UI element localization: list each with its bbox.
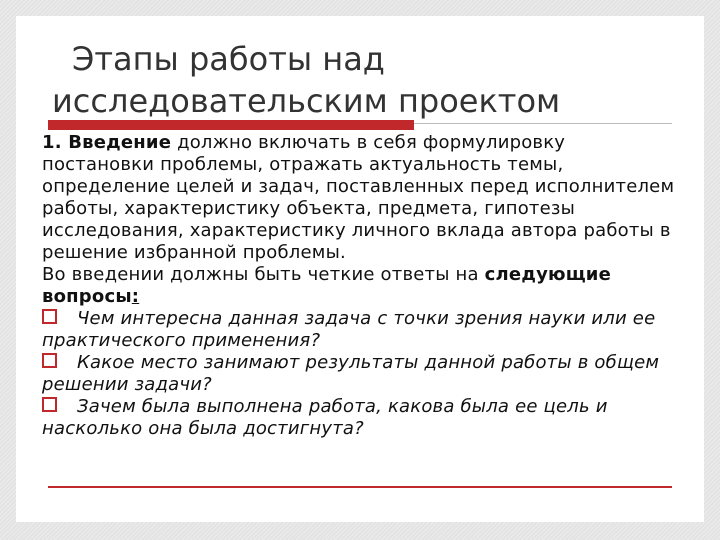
page-title (52, 38, 672, 122)
question-item-1 (42, 308, 682, 352)
lead-colon: : (131, 286, 140, 307)
lead-text: Во введении должны быть четкие ответы на (42, 264, 485, 285)
question-text-2: Какое место занимают результаты данной работы в общем решении задачи? (42, 352, 660, 395)
intro-text: должно включать в себя формулировку постановки проблемы, отражать актуальность темы, определение целей и задач, поставленных перед исполнителем работы, характеристику объекта, предмета, гипотезы исследования, характеристику личного вклада автора работы в решение избранной проблемы. (42, 132, 675, 263)
question-text-3: Зачем была выполнена работа, какова была ее цель и насколько она была достигнута? (42, 396, 608, 439)
slide-body (42, 132, 682, 440)
questions-lead (42, 264, 682, 308)
title-line-2: исследовательским проектом (52, 82, 561, 120)
hollow-square-bullet-icon (42, 309, 57, 324)
bottom-divider-line (48, 486, 672, 488)
intro-heading: 1. Введение (42, 132, 172, 153)
question-text-1: Чем интересна данная задача с точки зрения науки или ее практического применения? (42, 308, 656, 351)
lead-bold-text: следующие вопросы (42, 264, 612, 307)
question-item-3 (42, 396, 682, 440)
title-divider-line (414, 123, 672, 124)
title-line-1: Этапы работы над (72, 40, 385, 78)
title-accent-bar (48, 120, 414, 130)
question-item-2 (42, 352, 682, 396)
hollow-square-bullet-icon (42, 397, 57, 412)
intro-paragraph (42, 132, 682, 264)
hollow-square-bullet-icon (42, 353, 57, 368)
